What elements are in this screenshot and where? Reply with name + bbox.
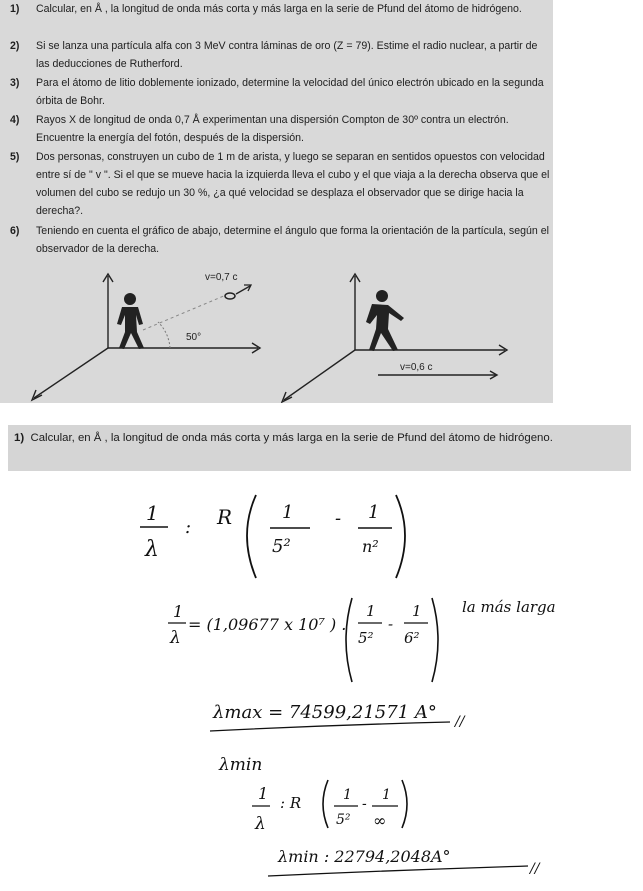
question-number: 6) (10, 225, 20, 237)
result-mark-1: // (455, 714, 465, 730)
eq1-equals: : (185, 517, 192, 538)
eq1-term1-den: 5² (272, 536, 291, 557)
question-text: Si se lanza una partícula alfa con 3 MeV contra láminas de oro (Z = 79). Estime el radio nuclear, a partir de las deducciones de Rutherford. (36, 40, 538, 70)
eq3-term2-num: 1 (382, 787, 391, 803)
question-text: Dos personas, construyen un cubo de 1 m de arista, y luego se separan en sentidos opuestos con velocidad entre sí de " v ". Si el que se mueve hacia la izquierda lleva el cubo y el que viaja a la derecha observa que el volumen del cubo se redujo un 30 %, ¿a qué velocidad se desplaza el observador que se dirige hacia la derecha?. (36, 151, 550, 217)
lambda-max: λmax = 74599,21571 A° (213, 702, 437, 723)
eq3-minus: - (362, 796, 367, 812)
lambda-min-label: λmin (219, 755, 263, 775)
eq3-term1-den: 5² (336, 812, 351, 828)
eq2-constant: = (1,09677 x 10⁷ ) . (188, 615, 347, 634)
eq3-lhs-den: λ (255, 814, 266, 834)
eq3-term1-num: 1 (343, 787, 352, 803)
eq2-lhs-den: λ (170, 628, 181, 648)
eq1-minus: - (335, 508, 342, 529)
angle-label: 50° (186, 332, 202, 343)
note-longest: la más larga (462, 598, 556, 616)
eq1-term2-den: n² (362, 537, 379, 556)
particle-velocity-label: v=0,7 c (205, 272, 238, 283)
eq2-term1-den: 5² (358, 629, 374, 647)
eq1-rydberg: R (217, 505, 233, 529)
question-text: Rayos X de longitud de onda 0,7 Å experimentan una dispersión Compton de 30º contra un electrón. Encuentre la energía del fotón, después de la dispersión. (36, 114, 509, 144)
question-number: 2) (10, 40, 20, 52)
eq2-minus: - (388, 615, 394, 633)
question-text: Para el átomo de litio doblemente ionizado, determine la velocidad del único electrón ubicado en la segunda órbita de Bohr. (36, 77, 544, 107)
question-text: Teniendo en cuenta el gráfico de abajo, determine el ángulo que forma la orientación de la partícula, según el observador de la derecha. (36, 225, 549, 255)
result-mark-2: // (530, 861, 540, 877)
banner-number: 1) (14, 432, 25, 444)
observer-velocity-label: v=0,6 c (400, 362, 433, 373)
eq1-term1-num: 1 (282, 502, 294, 523)
lambda-min: λmin : 22794,2048A° (278, 847, 451, 866)
eq3-lhs-num: 1 (258, 784, 269, 803)
eq1-lhs-num: 1 (146, 501, 159, 525)
question-text: Calcular, en Å , la longitud de onda más corta y más larga en la serie de Pfund del átomo de hidrógeno. (36, 3, 522, 15)
eq3-rhs: : R (280, 794, 302, 812)
question-number: 1) (10, 3, 20, 15)
eq3-term2-den: ∞ (373, 811, 387, 830)
eq1-term2-num: 1 (368, 502, 380, 523)
banner-text: Calcular, en Å , la longitud de onda más corta y más larga en la serie de Pfund del átomo de hidrógeno. (30, 432, 553, 444)
eq2-term2-den: 6² (404, 629, 420, 647)
question-number: 3) (10, 77, 20, 89)
question-number: 5) (10, 151, 20, 163)
eq1-lhs-den: λ (145, 537, 159, 562)
eq2-term2-num: 1 (412, 602, 422, 620)
question-number: 4) (10, 114, 20, 126)
eq2-term1-num: 1 (366, 602, 376, 620)
eq2-lhs-num: 1 (173, 602, 184, 621)
